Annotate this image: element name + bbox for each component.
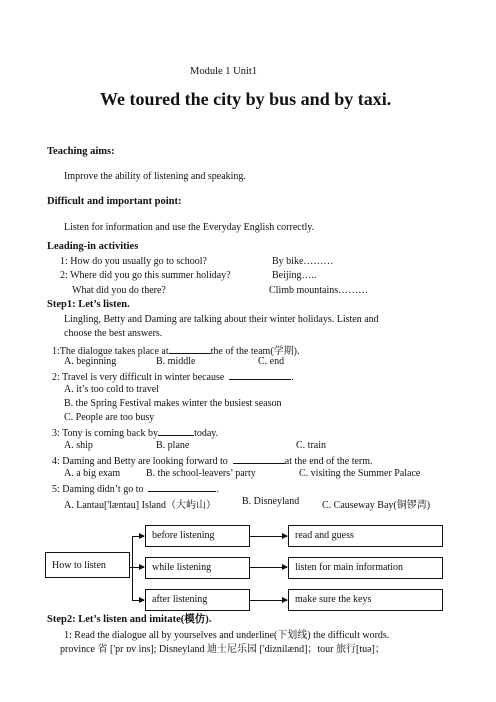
page-title: We toured the city by bus and by taxi. bbox=[100, 89, 392, 109]
q2-option-a: A. it’s too cold to travel bbox=[64, 384, 159, 395]
leading-in-answer-3: Climb mountains……… bbox=[269, 285, 369, 296]
how-to-listen-label: How to listen bbox=[52, 560, 106, 571]
question-5: 5: Daming didn’t go to . bbox=[52, 484, 219, 495]
answer-blank bbox=[158, 426, 194, 436]
connector-arrow-after bbox=[132, 600, 144, 601]
difficult-points-heading: Difficult and important point: bbox=[47, 196, 182, 207]
q4-option-a: A. a big exam bbox=[64, 468, 121, 479]
step2-heading: Step2: Let’s listen and imitate(模仿). bbox=[47, 614, 212, 625]
leading-in-question-3: What did you do there? bbox=[72, 285, 166, 296]
question-1: 1:The dialogue takes place at the of the team(学期). bbox=[52, 346, 300, 357]
q5-option-c: C. Causeway Bay(铜锣湾) bbox=[322, 500, 431, 511]
while-goal-label: listen for main information bbox=[295, 562, 404, 573]
module-label: Module 1 Unit1 bbox=[190, 66, 258, 77]
answer-blank bbox=[148, 482, 216, 492]
teaching-aims-text: Improve the ability of listening and speaking. bbox=[64, 171, 246, 182]
difficult-points-text: Listen for information and use the Everyday English correctly. bbox=[64, 222, 315, 233]
q1-option-c: C. end bbox=[258, 356, 285, 367]
leading-in-answer-1: By bike……… bbox=[272, 256, 334, 267]
question-2: 2: Travel is very difficult in winter because . bbox=[52, 372, 294, 383]
leading-in-heading: Leading-in activities bbox=[47, 241, 139, 252]
q4-option-b: B. the school-leavers’ party bbox=[146, 468, 256, 479]
step2-line-2: province 省 ['pr ɒv ins]; Disneyland 迪士尼乐园 ['diznilænd]；tour 旅行[tuə]； bbox=[60, 644, 385, 655]
q5-option-b: B. Disneyland bbox=[242, 496, 300, 507]
answer-blank bbox=[229, 370, 291, 380]
connector-arrow-before bbox=[132, 536, 144, 537]
step2-line-1: 1: Read the dialogue all by yourselves and underline(下划线) the difficult words. bbox=[64, 630, 390, 641]
after-listening-box bbox=[145, 589, 250, 611]
leading-in-question-1: 1: How do you usually go to school? bbox=[60, 256, 207, 267]
before-goal-box bbox=[288, 525, 443, 547]
how-to-listen-box bbox=[45, 552, 130, 578]
step1-intro-line-1: Lingling, Betty and Daming are talking about their winter holidays. Listen and bbox=[64, 314, 379, 325]
q2-option-b: B. the Spring Festival makes winter the busiest season bbox=[64, 398, 282, 409]
leading-in-question-2: 2: Where did you go this summer holiday? bbox=[60, 270, 231, 281]
q2-option-c: C. People are too busy bbox=[64, 412, 155, 423]
leading-in-answer-2: Beijing….. bbox=[272, 270, 317, 281]
while-goal-box bbox=[288, 557, 443, 579]
arrow-while-goal bbox=[250, 567, 287, 568]
before-listening-label: before listening bbox=[152, 530, 215, 541]
step1-intro-line-2: choose the best answers. bbox=[64, 328, 163, 339]
after-goal-box bbox=[288, 589, 443, 611]
before-goal-label: read and guess bbox=[295, 530, 354, 541]
answer-blank bbox=[169, 344, 211, 354]
q3-option-c: C. train bbox=[296, 440, 326, 451]
arrow-before-goal bbox=[250, 536, 287, 537]
question-3: 3: Tony is coming back by today. bbox=[52, 428, 219, 439]
connector-vertical bbox=[132, 536, 133, 600]
q4-option-c: C. visiting the Summer Palace bbox=[299, 468, 421, 479]
answer-blank bbox=[233, 454, 285, 464]
q1-option-a: A. beginning bbox=[64, 356, 117, 367]
question-4: 4: Daming and Betty are looking forward to at the end of the term. bbox=[52, 456, 373, 467]
teaching-aims-heading: Teaching aims: bbox=[47, 146, 115, 157]
while-listening-box bbox=[145, 557, 250, 579]
before-listening-box bbox=[145, 525, 250, 547]
q3-option-b: B. plane bbox=[156, 440, 190, 451]
while-listening-label: while listening bbox=[152, 562, 212, 573]
q1-option-b: B. middle bbox=[156, 356, 196, 367]
q5-option-a: A. Lantau['læntau] Island（大屿山） bbox=[64, 500, 217, 511]
after-listening-label: after listening bbox=[152, 594, 208, 605]
arrow-after-goal bbox=[250, 600, 287, 601]
q3-option-a: A. ship bbox=[64, 440, 93, 451]
step1-heading: Step1: Let’s listen. bbox=[47, 299, 130, 310]
connector-arrow-while bbox=[130, 567, 144, 568]
after-goal-label: make sure the keys bbox=[295, 594, 372, 605]
